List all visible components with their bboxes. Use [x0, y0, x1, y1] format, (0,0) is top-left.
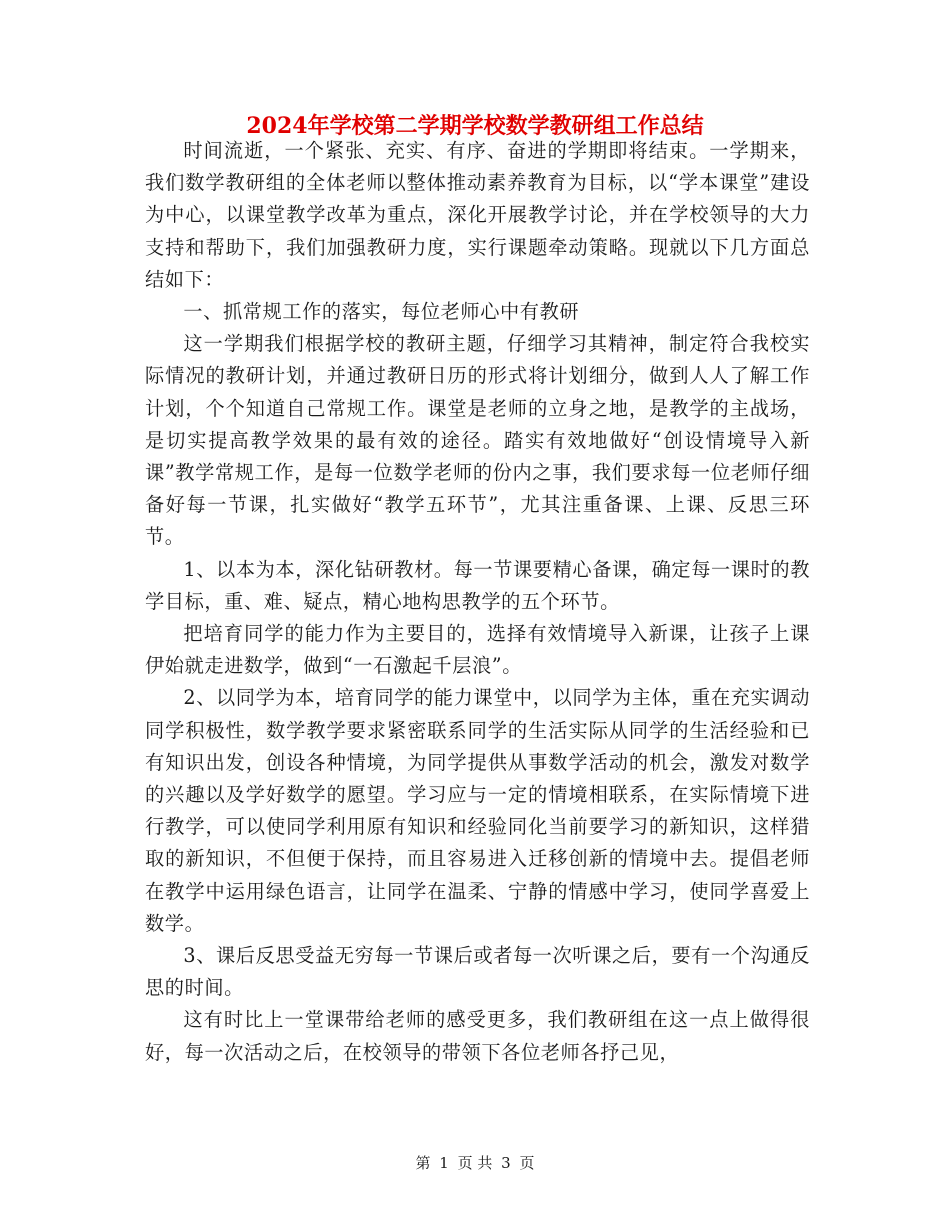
paragraph-item-2: 2、以同学为本，培育同学的能力课堂中，以同学为主体，重在充实调动同学积极性，数学教学要求紧密联系同学的生活实际从同学的生活经验和已有知识出发，创设各种情境，为同学提供从事数学活动的机会，激发对数学的兴趣以及学好数学的愿望。学习应与一定的情境相联系，在实际情境下进行教学，可以使同学利用原有知识和经验同化当前要学习的新知识，这样猎取的新知识，不但便于保持，而且容易进入迁移创新的情境中去。提倡老师在教学中运用绿色语言，让同学在温柔、宁静的情感中学习，使同学喜爱上数学。 — [145, 686, 810, 935]
paragraph-item-3: 3、课后反思受益无穷每一节课后或者每一次听课之后，要有一个沟通反思的时间。 — [145, 944, 810, 1000]
document-body — [145, 135, 810, 1069]
footer-prefix: 第 — [415, 1154, 431, 1172]
paragraph-item-1: 1、以本为本，深化钻研教材。每一节课要精心备课，确定每一课时的教学目标，重、难、疑点，精心地构思教学的五个环节。 — [145, 557, 810, 613]
section-heading-1: 一、抓常规工作的落实，每位老师心中有教研 — [183, 300, 580, 324]
footer-total-pages: 3 — [501, 1154, 511, 1172]
footer-suffix: 页 — [519, 1154, 535, 1172]
paragraph-reflection: 这有时比上一堂课带给老师的感受更多，我们教研组在这一点上做得很好，每一次活动之后，在校领导的带领下各位老师各抒己见， — [145, 1008, 810, 1064]
document-title: 2024年学校第二学期学校数学教研组工作总结 — [246, 113, 704, 139]
footer-page-number: 1 — [439, 1154, 449, 1172]
paragraph-routine-work: 这一学期我们根据学校的教研主题，仔细学习其精神，制定符合我校实际情况的教研计划，并通过教研日历的形式将计划细分，做到人人了解工作计划，个个知道自己常规工作。课堂是老师的立身之地，是教学的主战场，是切实提高教学效果的最有效的途径。踏实有效地做好“创设情境导入新课”教学常规工作，是每一位数学老师的份内之事，我们要求每一位老师仔细备好每一节课，扎实做好“教学五环节”，尤其注重备课、上课、反思三环节。 — [145, 332, 810, 549]
footer-middle: 页 共 — [457, 1154, 493, 1172]
paragraph-intro: 时间流逝，一个紧张、充实、有序、奋进的学期即将结束。一学期来，我们数学教研组的全体老师以整体推动素养教育为目标，以“学本课堂”建设为中心，以课堂教学改革为重点，深化开展教学讨论，并在学校领导的大力支持和帮助下，我们加强教研力度，实行课题牵动策略。现就以下几方面总结如下： — [145, 139, 810, 291]
paragraph-ability: 把培育同学的能力作为主要目的，选择有效情境导入新课，让孩子上课伊始就走进数学，做到“一石激起千层浪”。 — [145, 622, 810, 678]
page-footer — [0, 1152, 950, 1174]
